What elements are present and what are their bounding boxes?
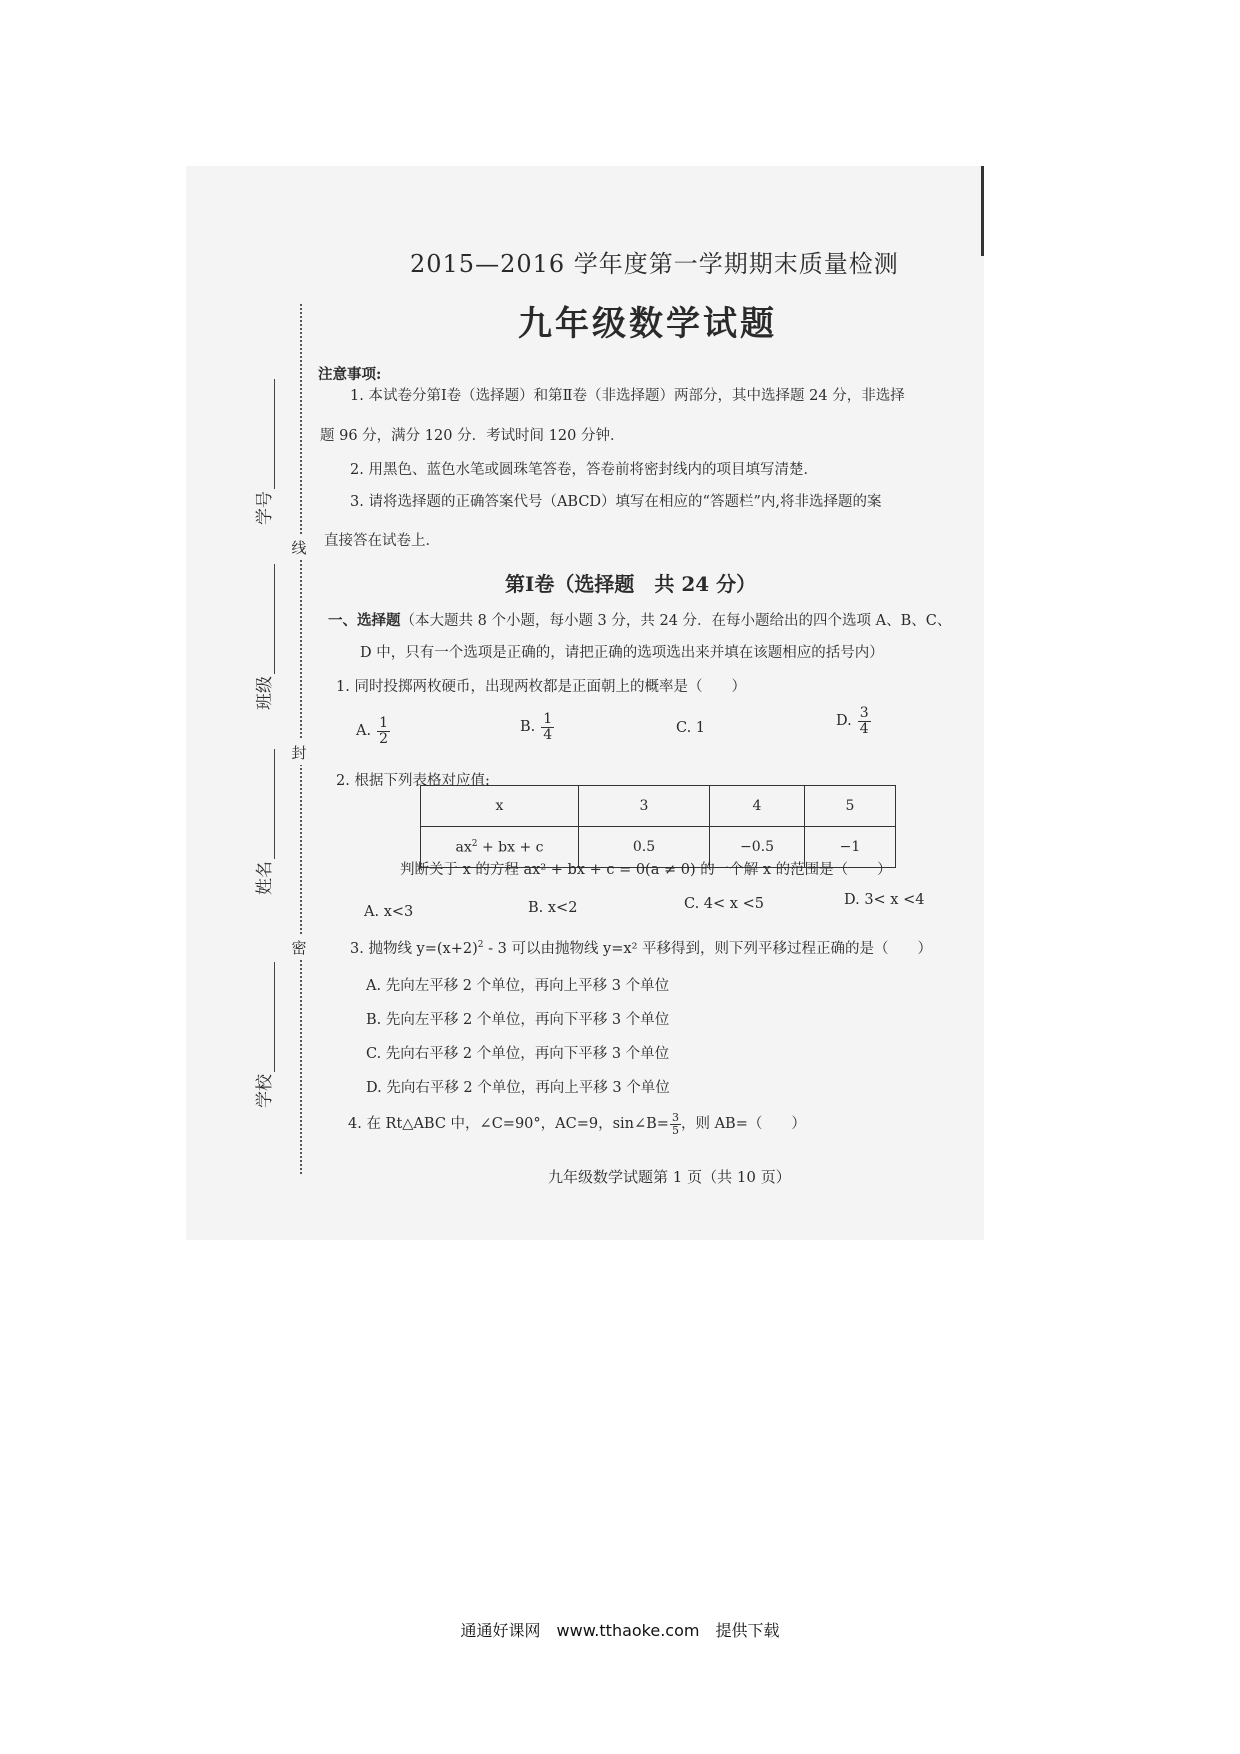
q3-stem <box>350 940 932 958</box>
q3-option-a: A. 先向左平移 2 个单位，再向上平移 3 个单位 <box>366 978 670 994</box>
field-label: 姓名 <box>255 861 275 895</box>
fraction <box>377 716 390 746</box>
q1-option-c: C. 1 <box>676 720 706 736</box>
table-cell: 4 <box>710 786 805 827</box>
exponent: 2 <box>471 838 478 849</box>
field-label: 学校 <box>255 1074 275 1108</box>
table-cell: −1 <box>805 827 896 868</box>
subject-title: 九年级数学试题 <box>518 304 777 344</box>
stem-part: ，则 AB=（ ） <box>680 1116 806 1133</box>
binding-dotted-line <box>300 304 302 1174</box>
q2-option-b: B. x<2 <box>528 900 578 916</box>
numerator: 3 <box>859 705 869 721</box>
denominator: 4 <box>543 726 553 743</box>
field-student-id <box>250 375 274 525</box>
q2-stem: 2. 根据下列表格对应值: <box>336 773 490 789</box>
field-label: 班级 <box>255 676 275 710</box>
binding-word-xian: 线 <box>288 535 310 560</box>
table-cell: 5 <box>805 786 896 827</box>
q3-option-b: B. 先向左平移 2 个单位，再向下平移 3 个单位 <box>366 1012 670 1028</box>
q1-option-d <box>836 706 871 736</box>
field-label: 学号 <box>255 491 275 525</box>
q3-option-c: C. 先向右平移 2 个单位，再向下平移 3 个单位 <box>366 1046 670 1062</box>
table-cell: x <box>421 786 579 827</box>
fill-line <box>274 749 275 859</box>
q4-stem <box>348 1112 806 1136</box>
denominator: 4 <box>859 720 869 737</box>
q2-judge: 判断关于 x 的方程 ax² + bx + c = 0(a ≠ 0) 的一个解 x 的范围是（ ） <box>400 862 892 878</box>
option-label: A. <box>356 723 372 740</box>
value-table <box>420 785 896 868</box>
section-intro-b: D 中，只有一个选项是正确的，请把正确的选项选出来并填在该题相应的括号内） <box>360 645 884 661</box>
note-1a: 1. 本试卷分第Ⅰ卷（选择题）和第Ⅱ卷（非选择题）两部分，其中选择题 24 分，非选择 <box>350 388 905 404</box>
table-row <box>421 786 896 827</box>
q1-option-b <box>520 712 554 742</box>
section-intro-text: （本大题共 8 个小题，每小题 3 分，共 24 分．在每小题给出的四个选项 A、B、C、 <box>400 613 952 629</box>
fraction <box>541 712 554 742</box>
note-3b: 直接答在试卷上． <box>324 533 440 549</box>
binding-word-feng: 封 <box>288 740 310 765</box>
field-school <box>250 958 274 1108</box>
option-label: B. <box>520 719 536 736</box>
q1-stem: 1. 同时投掷两枚硬币，出现两枚都是正面朝上的概率是（ ） <box>336 679 746 695</box>
page-footer: 九年级数学试题第 1 页（共 10 页） <box>548 1168 791 1186</box>
table-cell: 0.5 <box>579 827 710 868</box>
denominator: 2 <box>379 730 389 747</box>
expr-part: + bx + c <box>477 839 544 856</box>
q2-option-d: D. 3< x <4 <box>844 892 925 908</box>
field-name <box>250 745 274 895</box>
notes-heading: 注意事项: <box>318 366 382 383</box>
table-cell: 3 <box>579 786 710 827</box>
numerator: 1 <box>543 711 553 727</box>
binding-word-mi: 密 <box>288 935 310 960</box>
exponent: 2 <box>477 940 484 950</box>
section-title: 第Ⅰ卷（选择题 共 24 分） <box>505 572 757 596</box>
section-intro-bold: 一、选择题 <box>328 612 401 629</box>
site-credit: 通通好课网 www.tthaoke.com 提供下载 <box>460 1621 780 1640</box>
note-2: 2. 用黑色、蓝色水笔或圆珠笔答卷，答卷前将密封线内的项目填写清楚． <box>350 462 818 478</box>
q2-option-a: A. x<3 <box>364 904 414 920</box>
exam-title: 2015—2016 学年度第一学期期末质量检测 <box>410 250 899 278</box>
scan-edge-line <box>981 166 984 256</box>
stem-part: 3. 抛物线 y=(x+2) <box>350 940 478 957</box>
fill-line <box>274 564 275 674</box>
option-label: D. <box>836 713 852 730</box>
fraction <box>858 706 871 736</box>
stem-part: 4. 在 Rt△ABC 中，∠C=90°，AC=9，sin∠B= <box>348 1116 669 1133</box>
q3-option-d: D. 先向右平移 2 个单位，再向上平移 3 个单位 <box>366 1080 670 1096</box>
note-1b: 题 96 分，满分 120 分．考试时间 120 分钟． <box>320 428 625 444</box>
expr-part: ax <box>455 839 472 856</box>
table-cell: −0.5 <box>710 827 805 868</box>
q1-option-a <box>356 716 390 746</box>
fraction <box>670 1112 681 1136</box>
numerator: 1 <box>379 715 389 731</box>
section-intro-a <box>328 612 951 630</box>
field-class <box>250 560 274 710</box>
fill-line <box>274 962 275 1072</box>
q2-option-c: C. 4< x <5 <box>684 896 764 912</box>
fill-line <box>274 379 275 489</box>
denominator: 5 <box>671 1123 679 1137</box>
note-3a: 3. 请将选择题的正确答案代号（ABCD）填写在相应的“答题栏”内,将非选择题的案 <box>350 494 882 510</box>
stem-part: - 3 可以由抛物线 y=x² 平移得到，则下列平移过程正确的是（ ） <box>483 940 932 957</box>
numerator: 3 <box>671 1111 679 1124</box>
